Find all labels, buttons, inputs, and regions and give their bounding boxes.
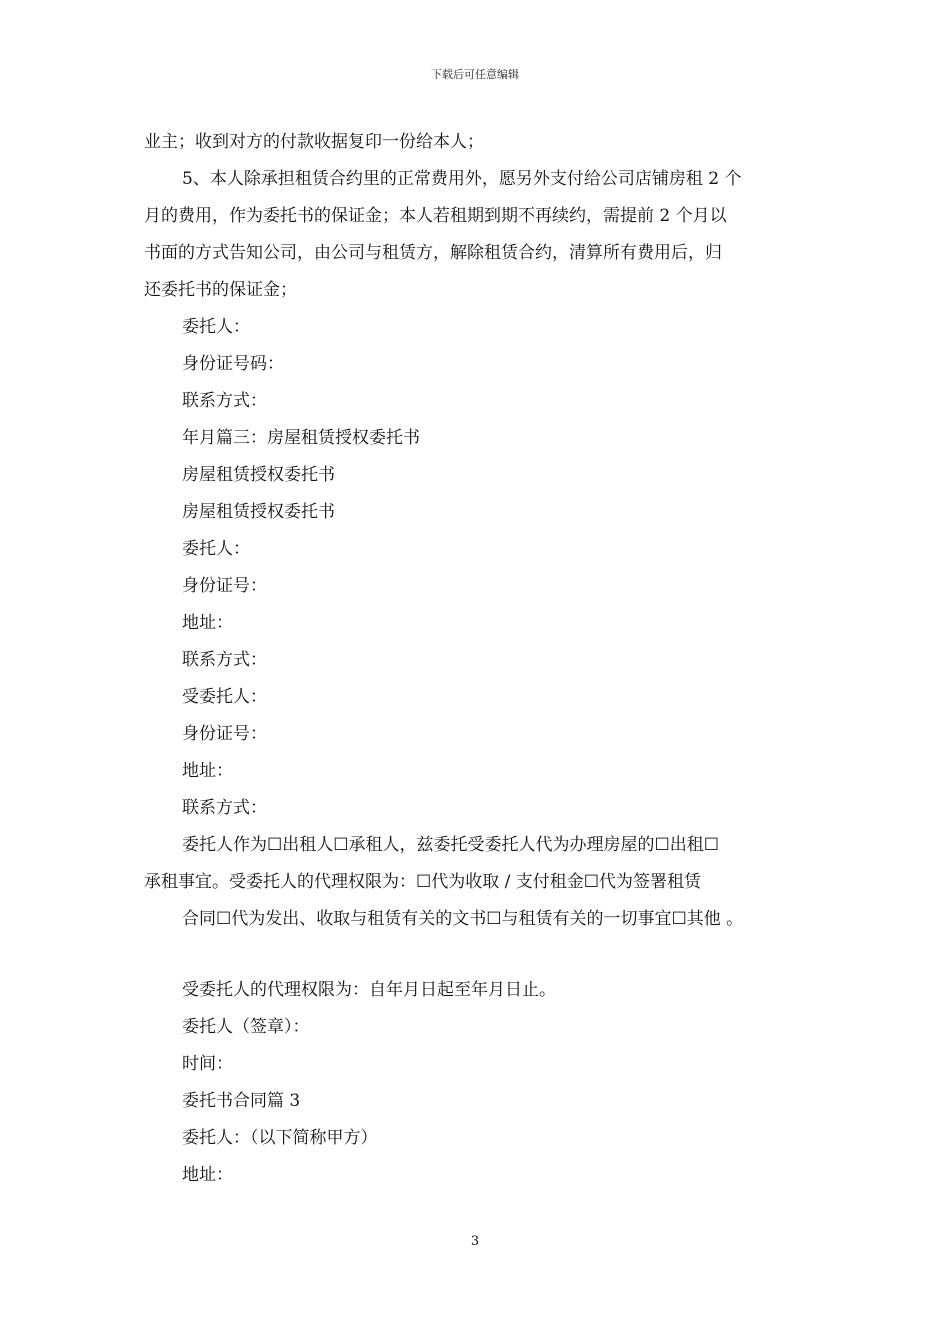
text-line: 受委托人的代理权限为：自年月日起至年月日止。 <box>182 980 556 1000</box>
text-line: 还委托书的保证金； <box>144 280 297 300</box>
text-line: 地址： <box>182 613 233 633</box>
text-line: 书面的方式告知公司，由公司与租赁方，解除租赁合约，清算所有费用后，归 <box>144 243 722 263</box>
document-title: 房屋租赁授权委托书 <box>182 502 335 522</box>
paragraph-gap <box>144 938 814 972</box>
section-heading: 年月篇三：房屋租赁授权委托书 <box>182 428 420 448</box>
text-line: 委托人（签章）： <box>182 1017 310 1037</box>
document-title: 房屋租赁授权委托书 <box>182 465 335 485</box>
text-line: 身份证号： <box>182 724 267 744</box>
text-line: 受委托人： <box>182 687 267 707</box>
text-line: 联系方式： <box>182 798 267 818</box>
page-header: 下载后可任意编辑 <box>431 68 519 81</box>
section-heading: 委托书合同篇 3 <box>182 1091 301 1111</box>
text-line: 联系方式： <box>182 391 267 411</box>
text-line: 合同☐代为发出、收取与租赁有关的文书☐与租赁有关的一切事宜☐其他 。 <box>182 909 744 929</box>
text-line: 地址： <box>182 761 233 781</box>
text-line: 地址： <box>182 1165 233 1185</box>
text-line: 业主；收到对方的付款收据复印一份给本人； <box>144 132 484 152</box>
text-line: 委托人： <box>182 539 250 559</box>
text-line: 联系方式： <box>182 650 267 670</box>
text-line: 身份证号码： <box>182 354 284 374</box>
document-body <box>144 124 814 1194</box>
text-line: 5、本人除承担租赁合约里的正常费用外，愿另外支付给公司店铺房租 2 个 <box>182 169 742 189</box>
text-line: 委托人：（以下简称甲方） <box>182 1128 378 1148</box>
text-line: 委托人作为☐出租人☐承租人，兹委托受委托人代为办理房屋的☐出租☐ <box>182 835 719 855</box>
text-line: 月的费用，作为委托书的保证金；本人若租期到期不再续约，需提前 2 个月以 <box>144 206 727 226</box>
text-line: 时间： <box>182 1054 233 1074</box>
text-line: 身份证号： <box>182 576 267 596</box>
text-line: 承租事宜。受委托人的代理权限为：☐代为收取 / 支付租金☐代为签署租赁 <box>144 872 702 892</box>
text-line: 委托人： <box>182 317 250 337</box>
page-number: 3 <box>470 1234 480 1249</box>
